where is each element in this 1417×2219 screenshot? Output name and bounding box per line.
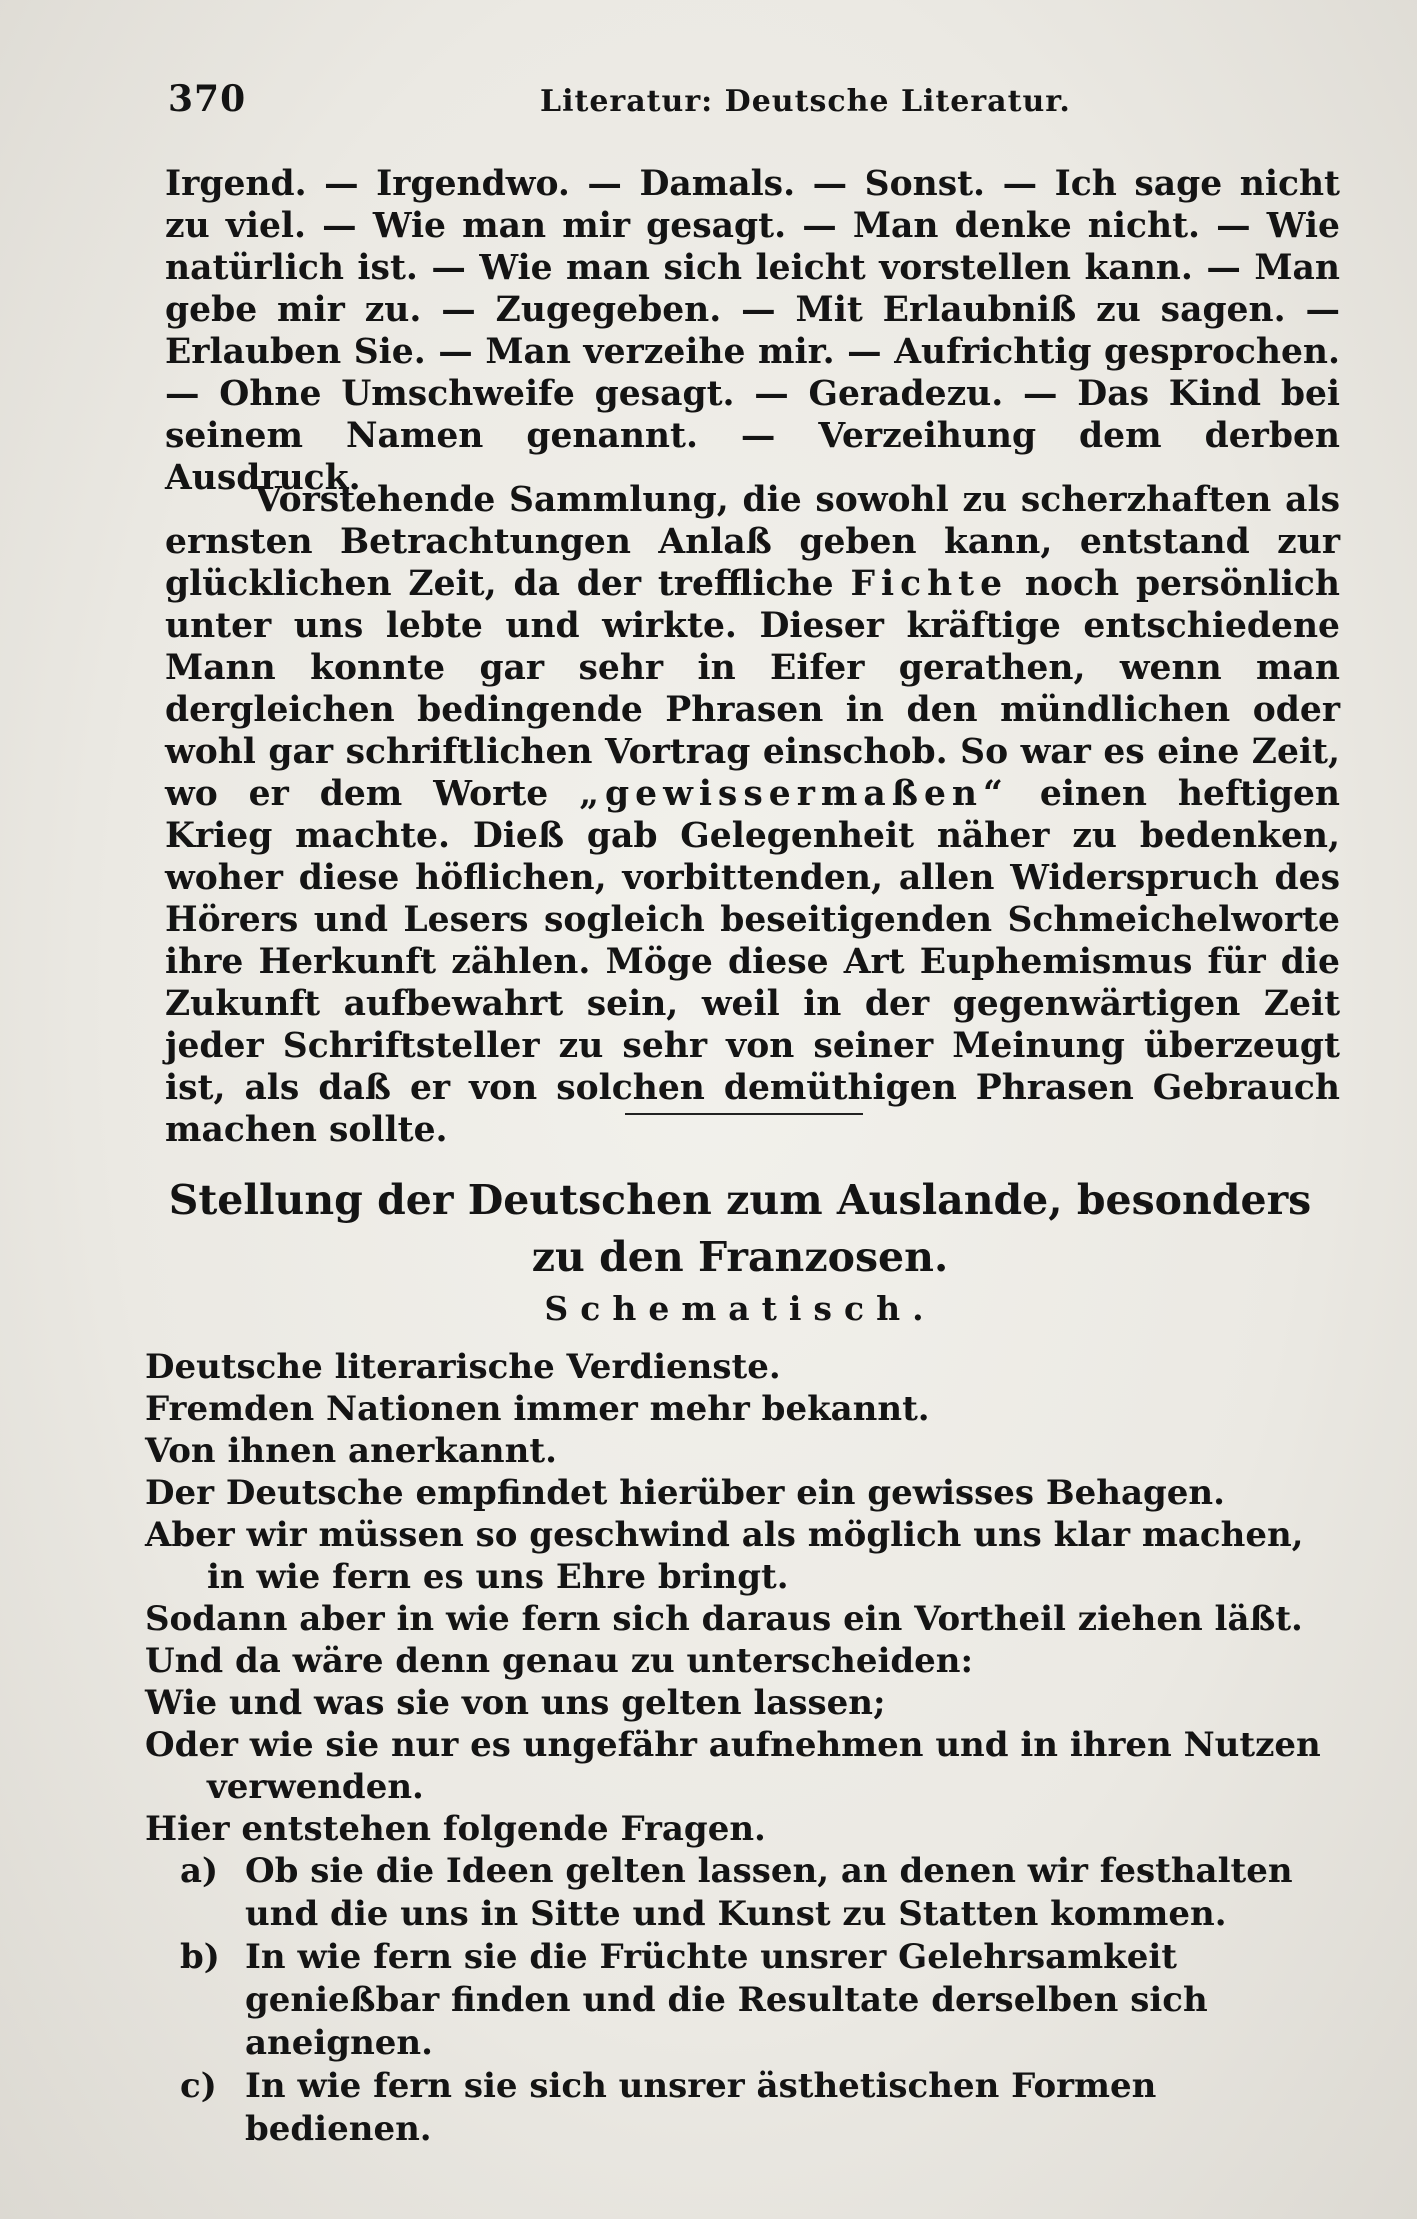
schema-line: Hier entstehen folgende Fragen. [145,1809,766,1849]
question-item [145,1936,1340,2065]
schema-line: Wie und was sie von uns gelten lassen; [145,1683,886,1723]
question-text: Ob sie die Ideen gelten lassen, an denen wir festhalten und die uns in Sitte und Kunst zu Statten kommen. [245,1851,1293,1934]
question-item [145,2065,1340,2151]
schema-line: Deutsche literarische Verdienste. [145,1347,781,1387]
commentary-part-1: Vorstehende Sammlung, die sowohl zu scherzhaften als ernsten Betrachtungen Anlaß geben kann, entstand zur glücklichen Zeit, da der treffliche [165,480,1340,604]
question-text: In wie fern sie die Früchte unsrer Gelehrsamkeit genießbar finden und die Resultate derselben sich aneignen. [245,1937,1208,2063]
schema-line: Oder wie sie nur es ungefähr aufnehmen und in ihren Nutzen verwenden. [145,1725,1321,1807]
page-header [168,78,1348,128]
schema-line: Und da wäre denn genau zu unterscheiden: [145,1641,974,1681]
page-number: 370 [168,78,247,120]
question-marker: b) [180,1937,220,1977]
commentary-text [165,479,1340,1151]
schema-line: Sodann aber in wie fern sich daraus ein Vortheil ziehen läßt. [145,1599,1303,1639]
section-title: Stellung der Deutschen zum Auslande, besonders zu den Franzosen. [168,1176,1312,1281]
phrase-list-text: Irgend. — Irgendwo. — Damals. — Sonst. — Ich sage nicht zu viel. — Wie man mir gesagt. — Man denke nicht. — Wie natürlich ist. — Wie man sich leicht vorstellen kann. — Man gebe mir zu. — Zugegeben. — Mit Erlaubniß zu sagen. — Erlauben Sie. — Man verzeihe mir. — Aufrichtig gesprochen. — Ohne Umschweife gesagt. — Geradezu. — Das Kind bei seinem Namen genannt. — Verzeihung dem derben Ausdruck. [165,164,1340,498]
question-text: In wie fern sie sich unsrer ästhetischen Formen bedienen. [245,2066,1157,2149]
section-divider [625,1113,863,1115]
fichte-name: Fichte [850,564,1009,604]
running-head: Literatur: Deutsche Literatur. [540,84,1071,119]
quoted-word: „gewissermaßen“ [579,774,1009,814]
question-marker: a) [180,1851,219,1891]
schema-line: Fremden Nationen immer mehr bekannt. [145,1389,930,1429]
schema-line: Aber wir müssen so geschwind als möglich uns klar machen, in wie fern es uns Ehre bringt. [145,1515,1304,1597]
schema-line: Der Deutsche empfindet hierüber ein gewisses Behagen. [145,1473,1225,1513]
commentary-paragraph [165,479,1340,1151]
commentary-part-2: noch persönlich unter uns lebte und wirkte. Dieser kräftige entschiedene Mann konnte gar sehr in Eifer gerathen, wenn man dergleichen bedingende Phrasen in den mündlichen oder wohl gar schriftlichen Vortrag einschob. So war es eine Zeit, wo er dem Worte [165,564,1341,814]
phrase-list-paragraph [165,163,1340,499]
question-item [145,1850,1340,1936]
question-marker: c) [180,2066,217,2106]
schema-line: Von ihnen anerkannt. [145,1431,557,1471]
schema-list [145,1346,1340,2151]
commentary-part-3: einen heftigen Krieg machte. Dieß gab Gelegenheit näher zu bedenken, woher diese höflichen, vorbittenden, allen Widerspruch des Hörers und Lesers sogleich beseitigenden Schmeichelworte ihre Herkunft zählen. Möge diese Art Euphemismus für die Zukunft aufbewahrt sein, weil in der gegenwärtigen Zeit jeder Schriftsteller zu sehr von seiner Meinung überzeugt ist, als daß er von solchen demüthigen Phrasen Gebrauch machen sollte. [165,774,1341,1150]
section-subtitle: Schematisch. [544,1289,936,1328]
